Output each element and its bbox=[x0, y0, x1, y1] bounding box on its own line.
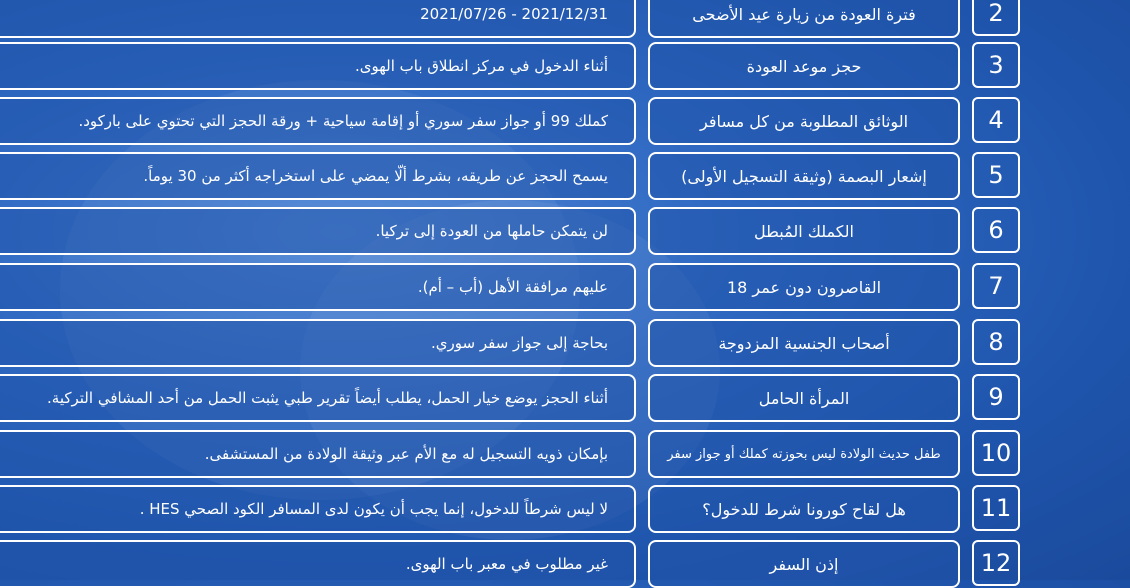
row-number: 4 bbox=[972, 97, 1020, 143]
row-value: 2021/12/31 - 2021/07/26 bbox=[0, 0, 636, 38]
table-row bbox=[0, 430, 1130, 478]
row-number: 5 bbox=[972, 152, 1020, 198]
row-value: عليهم مرافقة الأهل (أب – أم). bbox=[0, 263, 636, 311]
table-row bbox=[0, 207, 1130, 255]
table-row bbox=[0, 374, 1130, 422]
row-label: المرأة الحامل bbox=[648, 374, 960, 422]
row-number: 2 bbox=[972, 0, 1020, 36]
row-label: إشعار البصمة (وثيقة التسجيل الأولى) bbox=[648, 152, 960, 200]
row-label: هل لقاح كورونا شرط للدخول؟ bbox=[648, 485, 960, 533]
row-value: يسمح الحجز عن طريقه، بشرط ألّا يمضي على استخراجه أكثر من 30 يوماً. bbox=[0, 152, 636, 200]
row-label: الكملك المُبطل bbox=[648, 207, 960, 255]
row-number: 6 bbox=[972, 207, 1020, 253]
row-value: بإمكان ذويه التسجيل له مع الأم عبر وثيقة الولادة من المستشفى. bbox=[0, 430, 636, 478]
row-number: 9 bbox=[972, 374, 1020, 420]
row-value: أثناء الحجز يوضع خيار الحمل، يطلب أيضاً تقرير طبي يثبت الحمل من أحد المشافي التركية. bbox=[0, 374, 636, 422]
table-row bbox=[0, 319, 1130, 367]
row-label: طفل حديث الولادة ليس بحوزته كملك أو جواز سفر bbox=[648, 430, 960, 478]
row-value: لا ليس شرطاً للدخول، إنما يجب أن يكون لدى المسافر الكود الصحي HES . bbox=[0, 485, 636, 533]
row-label: إذن السفر bbox=[648, 540, 960, 588]
table-row bbox=[0, 263, 1130, 311]
row-number: 8 bbox=[972, 319, 1020, 365]
row-value: أثناء الدخول في مركز انطلاق باب الهوى. bbox=[0, 42, 636, 90]
table-row bbox=[0, 0, 1130, 38]
row-number: 11 bbox=[972, 485, 1020, 531]
row-label: فترة العودة من زيارة عيد الأضحى bbox=[648, 0, 960, 38]
table-row bbox=[0, 152, 1130, 200]
row-label: أصحاب الجنسية المزدوجة bbox=[648, 319, 960, 367]
table-row bbox=[0, 485, 1130, 533]
table-row bbox=[0, 42, 1130, 90]
row-number: 12 bbox=[972, 540, 1020, 586]
row-label: القاصرون دون عمر 18 bbox=[648, 263, 960, 311]
row-number: 7 bbox=[972, 263, 1020, 309]
table-row bbox=[0, 97, 1130, 145]
row-value: غير مطلوب في معبر باب الهوى. bbox=[0, 540, 636, 588]
row-value: كملك 99 أو جواز سفر سوري أو إقامة سياحية + ورقة الحجز التي تحتوي على باركود. bbox=[0, 97, 636, 145]
row-label: حجز موعد العودة bbox=[648, 42, 960, 90]
table-row bbox=[0, 540, 1130, 588]
row-number: 3 bbox=[972, 42, 1020, 88]
row-value: لن يتمكن حاملها من العودة إلى تركيا. bbox=[0, 207, 636, 255]
row-number: 10 bbox=[972, 430, 1020, 476]
row-value: بحاجة إلى جواز سفر سوري. bbox=[0, 319, 636, 367]
row-label: الوثائق المطلوبة من كل مسافر bbox=[648, 97, 960, 145]
